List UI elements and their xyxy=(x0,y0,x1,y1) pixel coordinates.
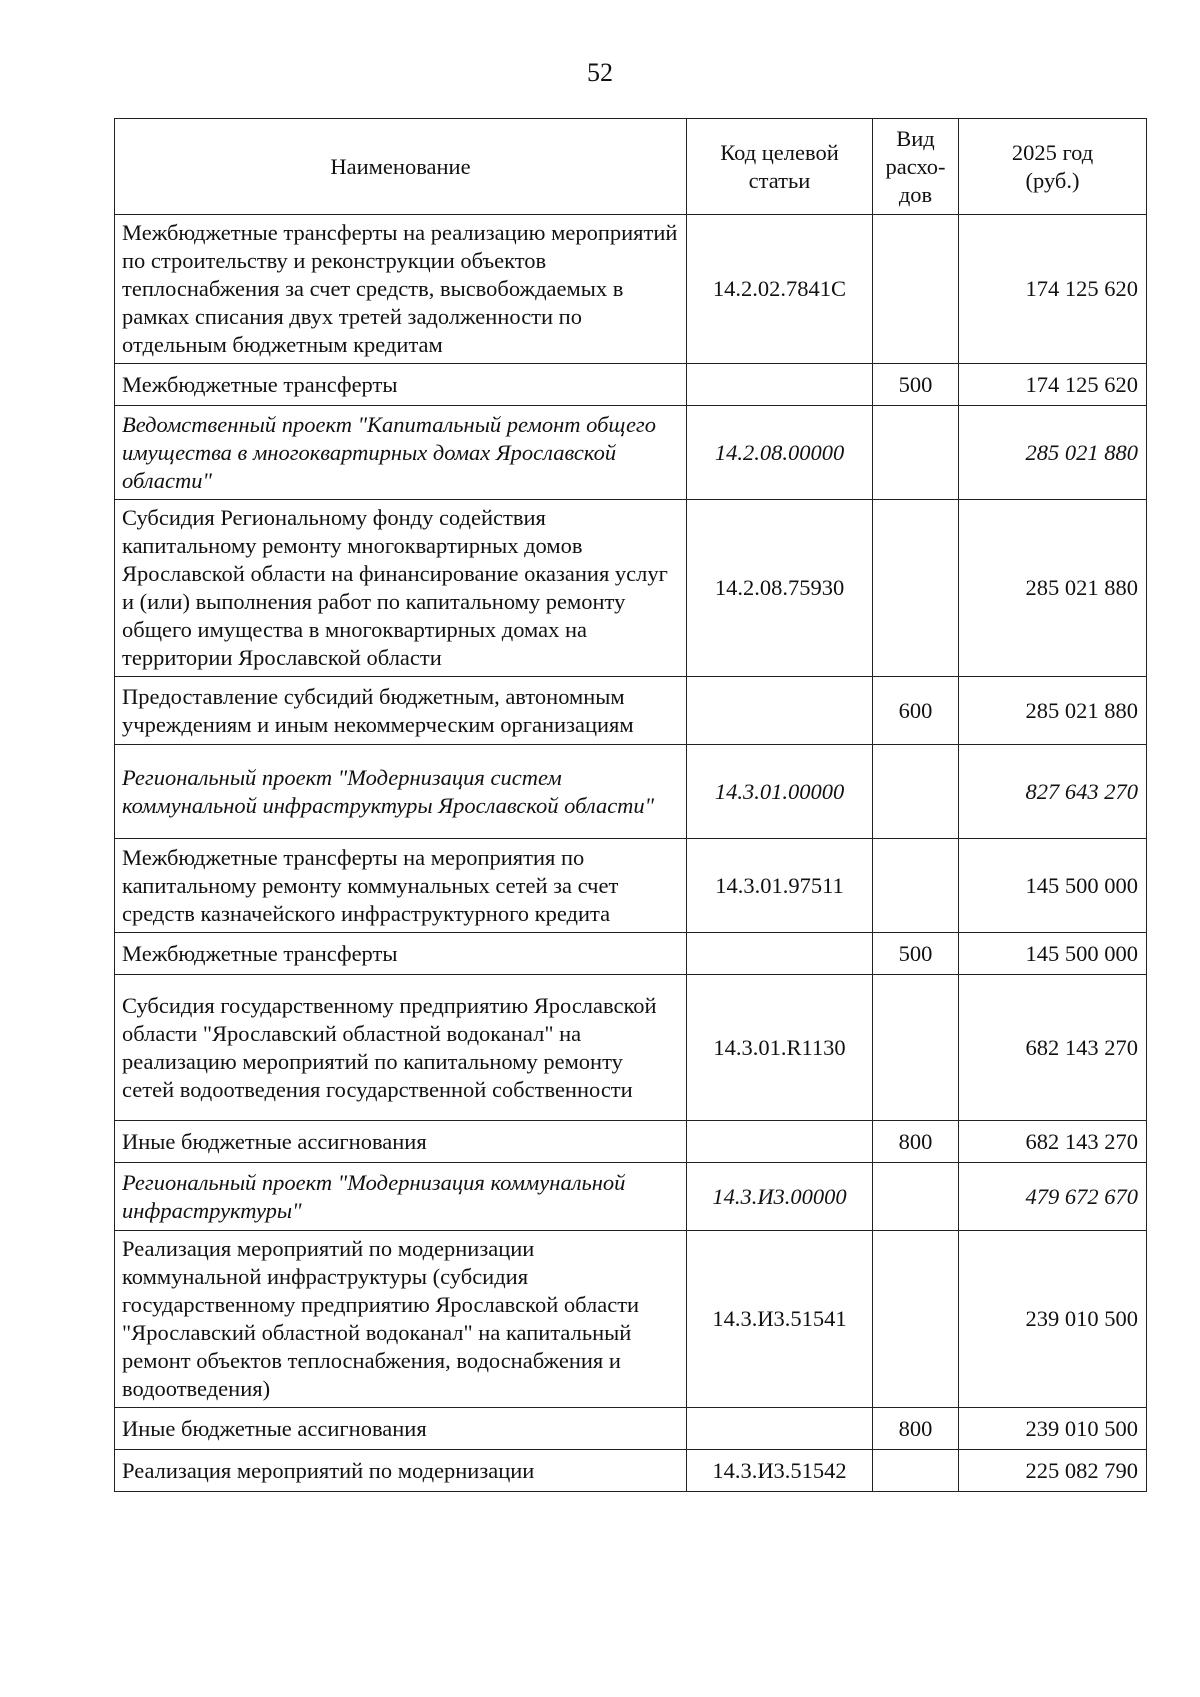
header-code: Код целевой статьи xyxy=(687,119,873,215)
row-code-cell: 14.3.И3.51542 xyxy=(687,1450,873,1492)
table-row xyxy=(115,933,1147,975)
row-sum-cell: 682 143 270 xyxy=(959,975,1147,1121)
row-name-cell: Региональный проект "Модернизация систем коммунальной инфраструктуры Ярославской области" xyxy=(115,745,687,839)
row-code-cell: 14.3.И3.51541 xyxy=(687,1231,873,1408)
row-type-cell xyxy=(873,1163,959,1231)
row-sum-cell: 239 010 500 xyxy=(959,1408,1147,1450)
row-name-cell: Субсидия Региональному фонду содействия капитальному ремонту многоквартирных домов Ярославской области на финансирование оказания услуг и (или) выполнения работ по капитальному ремонту общего имущества в многоквартирных домах на территории Ярославской области xyxy=(115,500,687,677)
page-number: 52 xyxy=(587,58,613,87)
row-sum-cell: 239 010 500 xyxy=(959,1231,1147,1408)
row-type-cell xyxy=(873,975,959,1121)
row-code-cell: 14.3.И3.00000 xyxy=(687,1163,873,1231)
row-type-cell xyxy=(873,1450,959,1492)
table-row xyxy=(115,1231,1147,1408)
row-code-cell xyxy=(687,677,873,745)
row-sum-cell: 285 021 880 xyxy=(959,677,1147,745)
row-type-cell xyxy=(873,839,959,933)
row-code-cell xyxy=(687,933,873,975)
row-type-cell: 500 xyxy=(873,933,959,975)
row-sum-cell: 174 125 620 xyxy=(959,215,1147,364)
table-row xyxy=(115,1408,1147,1450)
header-name: Наименование xyxy=(115,119,687,215)
budget-table xyxy=(114,118,1147,1492)
row-sum-cell: 225 082 790 xyxy=(959,1450,1147,1492)
row-code-cell: 14.2.08.00000 xyxy=(687,406,873,500)
header-type: Вид расхо- дов xyxy=(873,119,959,215)
row-type-cell xyxy=(873,1231,959,1408)
table-row xyxy=(115,1450,1147,1492)
row-name-cell: Межбюджетные трансферты xyxy=(115,933,687,975)
row-name-cell: Иные бюджетные ассигнования xyxy=(115,1408,687,1450)
row-type-cell xyxy=(873,406,959,500)
table-row xyxy=(115,677,1147,745)
row-sum-cell: 285 021 880 xyxy=(959,500,1147,677)
row-sum-cell: 682 143 270 xyxy=(959,1121,1147,1163)
table-row xyxy=(115,1121,1147,1163)
row-name-cell: Реализация мероприятий по модернизации коммунальной инфраструктуры (субсидия государственному предприятию Ярославской области "Ярославский областной водоканал" на капитальный ремонт объектов теплоснабжения, водоснабжения и водоотведения) xyxy=(115,1231,687,1408)
table-body xyxy=(115,215,1147,1492)
row-sum-cell: 145 500 000 xyxy=(959,933,1147,975)
row-name-cell: Ведомственный проект "Капитальный ремонт общего имущества в многоквартирных домах Ярославской области" xyxy=(115,406,687,500)
header-sum: 2025 год (руб.) xyxy=(959,119,1147,215)
row-type-cell xyxy=(873,500,959,677)
table-row xyxy=(115,500,1147,677)
row-type-cell: 500 xyxy=(873,364,959,406)
row-code-cell xyxy=(687,364,873,406)
row-type-cell xyxy=(873,745,959,839)
row-code-cell: 14.3.01.R1130 xyxy=(687,975,873,1121)
row-code-cell: 14.3.01.97511 xyxy=(687,839,873,933)
table-header xyxy=(115,119,1147,215)
table-row xyxy=(115,364,1147,406)
row-code-cell: 14.2.08.75930 xyxy=(687,500,873,677)
row-sum-cell: 827 643 270 xyxy=(959,745,1147,839)
row-name-cell: Региональный проект "Модернизация коммунальной инфраструктуры" xyxy=(115,1163,687,1231)
row-type-cell: 800 xyxy=(873,1121,959,1163)
table-row xyxy=(115,745,1147,839)
row-sum-cell: 174 125 620 xyxy=(959,364,1147,406)
row-code-cell xyxy=(687,1121,873,1163)
row-name-cell: Реализация мероприятий по модернизации xyxy=(115,1450,687,1492)
row-name-cell: Межбюджетные трансферты xyxy=(115,364,687,406)
row-type-cell: 800 xyxy=(873,1408,959,1450)
row-type-cell xyxy=(873,215,959,364)
table-row xyxy=(115,406,1147,500)
table-row xyxy=(115,975,1147,1121)
row-name-cell: Иные бюджетные ассигнования xyxy=(115,1121,687,1163)
row-code-cell xyxy=(687,1408,873,1450)
row-sum-cell: 145 500 000 xyxy=(959,839,1147,933)
row-name-cell: Межбюджетные трансферты на реализацию мероприятий по строительству и реконструкции объектов теплоснабжения за счет средств, высвобождаемых в рамках списания двух третей задолженности по отдельным бюджетным кредитам xyxy=(115,215,687,364)
row-code-cell: 14.3.01.00000 xyxy=(687,745,873,839)
table-row xyxy=(115,839,1147,933)
row-sum-cell: 285 021 880 xyxy=(959,406,1147,500)
row-name-cell: Предоставление субсидий бюджетным, автономным учреждениям и иным некоммерческим организациям xyxy=(115,677,687,745)
row-name-cell: Межбюджетные трансферты на мероприятия по капитальному ремонту коммунальных сетей за счет средств казначейского инфраструктурного кредита xyxy=(115,839,687,933)
row-name-cell: Субсидия государственному предприятию Ярославской области "Ярославский областной водоканал" на реализацию мероприятий по капитальному ремонту сетей водоотведения государственной собственности xyxy=(115,975,687,1121)
row-sum-cell: 479 672 670 xyxy=(959,1163,1147,1231)
row-code-cell: 14.2.02.7841С xyxy=(687,215,873,364)
table-row xyxy=(115,215,1147,364)
row-type-cell: 600 xyxy=(873,677,959,745)
table-row xyxy=(115,1163,1147,1231)
